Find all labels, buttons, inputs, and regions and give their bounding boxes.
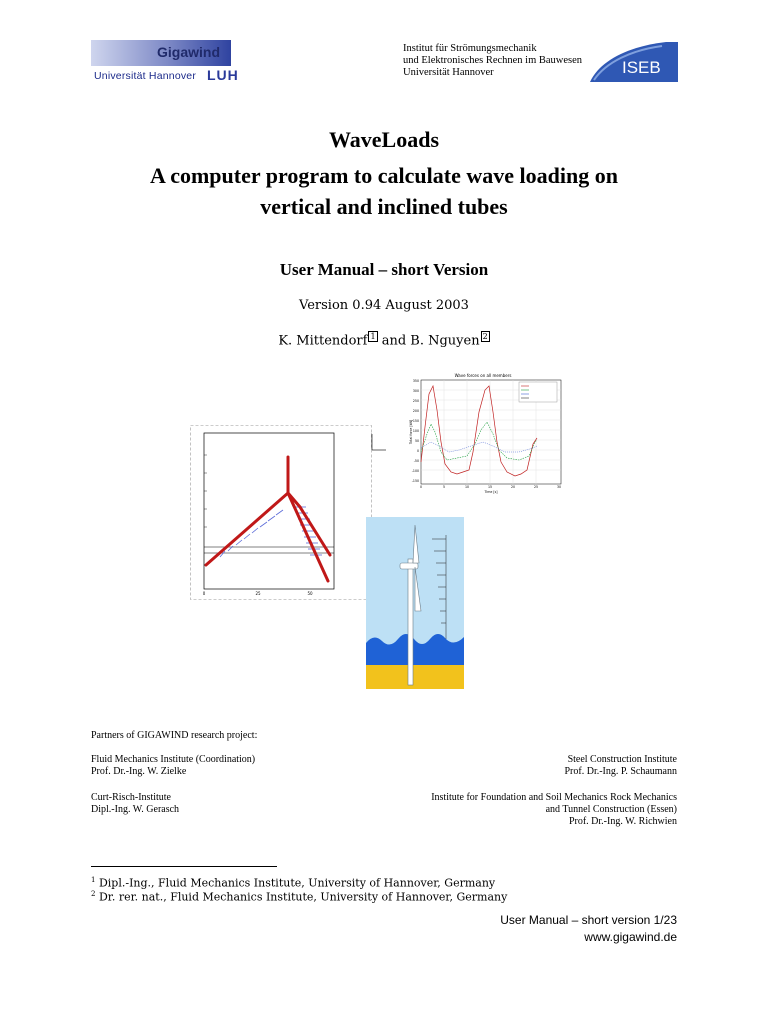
y-tick-label: -150 — [411, 479, 419, 483]
y-tick-label: 50 — [414, 439, 419, 443]
document-title-line-2: A computer program to calculate wave loading on — [150, 163, 618, 188]
y-tick-label: 350 — [412, 379, 419, 383]
x-axis-label: Time [s] — [484, 490, 498, 494]
partner-curt-risch — [91, 792, 179, 816]
x-tick-label: 5 — [442, 485, 446, 489]
footnote-number: 1 — [91, 876, 96, 884]
x-tick-label: 50 — [307, 591, 313, 596]
wind-turbine-svg — [366, 517, 464, 689]
x-tick-label: 25 — [533, 485, 539, 489]
authors-line — [0, 331, 768, 348]
footnote-text: Dr. rer. nat., Fluid Mechanics Institute, University of Hannover, Germany — [98, 890, 508, 904]
document-subtitle: User Manual – short Version — [279, 260, 489, 279]
structure-load-svg — [190, 425, 372, 600]
partner-institute-cont: and Tunnel Construction (Essen) — [545, 804, 677, 815]
partner-contact: Prof. Dr.-Ing. W. Zielke — [91, 766, 187, 777]
author-joiner: and B. Nguyen — [381, 333, 480, 349]
wind-turbine-illustration — [366, 517, 464, 689]
plot-title: Wave forces on all members — [454, 373, 512, 378]
x-tick-label: 25 — [255, 591, 261, 596]
y-axis-label: Total force [kN] — [409, 419, 413, 445]
partner-contact: Prof. Dr.-Ing. P. Schaumann — [564, 766, 677, 777]
document-title: WaveLoads — [328, 127, 440, 152]
footnote-2 — [91, 888, 507, 904]
x-tick-label: 20 — [510, 485, 516, 489]
x-tick-label: 0 — [202, 591, 206, 596]
footnote-number: 2 — [91, 890, 96, 898]
document-title-line-3: vertical and inclined tubes — [260, 194, 508, 219]
y-tick-label: 100 — [412, 429, 419, 433]
partner-fluid-mechanics — [91, 754, 255, 778]
logo-name: Gigawind — [157, 44, 220, 60]
gigawind-logo — [91, 40, 239, 84]
y-tick-label: 150 — [412, 419, 419, 423]
y-tick-label: 300 — [412, 389, 419, 393]
partner-institute: Institute for Foundation and Soil Mechanics Rock Mechanics — [431, 792, 677, 803]
institute-address — [403, 43, 582, 79]
wave-force-plot — [409, 372, 564, 495]
luh-logo-mark: LUH — [207, 67, 239, 83]
partner-institute: Fluid Mechanics Institute (Coordination) — [91, 754, 256, 765]
footnote-ref-1: 1 — [370, 332, 376, 341]
institute-line: und Elektronisches Rechnen im Bauwesen — [403, 55, 583, 66]
partner-steel-construction — [380, 754, 677, 778]
author-1: K. Mittendorf — [278, 333, 368, 349]
partner-institute: Curt-Risch-Institute — [91, 792, 171, 803]
partner-foundation-soil — [380, 792, 677, 828]
plot-legend — [519, 382, 557, 402]
partner-contact: Dipl.-Ing. W. Gerasch — [91, 804, 180, 815]
y-tick-label: -100 — [411, 469, 419, 473]
y-tick-label: 250 — [412, 399, 419, 403]
x-tick-label: 30 — [556, 485, 562, 489]
y-tick-label: 0 — [416, 449, 419, 453]
footnote-separator — [91, 866, 277, 867]
coordinate-axes-icon — [368, 432, 388, 454]
version-line: Version 0.94 August 2003 — [299, 298, 469, 313]
partners-heading: Partners of GIGAWIND research project: — [91, 730, 258, 741]
page-footer-label: User Manual – short version 1/23 — [500, 913, 677, 927]
y-tick-label: 200 — [412, 409, 419, 413]
x-tick-label: 0 — [419, 485, 423, 489]
institute-line: Institut für Strömungsmechanik — [403, 43, 537, 54]
page-footer-url: www.gigawind.de — [584, 930, 677, 944]
y-tick-label: -50 — [413, 459, 419, 463]
x-tick-label: 10 — [464, 485, 470, 489]
iseb-logo — [590, 42, 678, 82]
wave-force-plot-svg — [409, 372, 564, 495]
iseb-logo-text: ISEB — [622, 58, 661, 77]
logo-university: Universität Hannover — [94, 70, 197, 82]
structure-load-diagram — [190, 425, 372, 600]
partner-institute: Steel Construction Institute — [567, 754, 677, 765]
footnote-ref-2: 2 — [482, 332, 488, 341]
partner-contact: Prof. Dr.-Ing. W. Richwien — [568, 816, 677, 827]
x-tick-label: 15 — [487, 485, 493, 489]
footnote-text: Dipl.-Ing., Fluid Mechanics Institute, University of Hannover, Germany — [98, 876, 496, 890]
institute-line: Universität Hannover — [403, 67, 494, 78]
